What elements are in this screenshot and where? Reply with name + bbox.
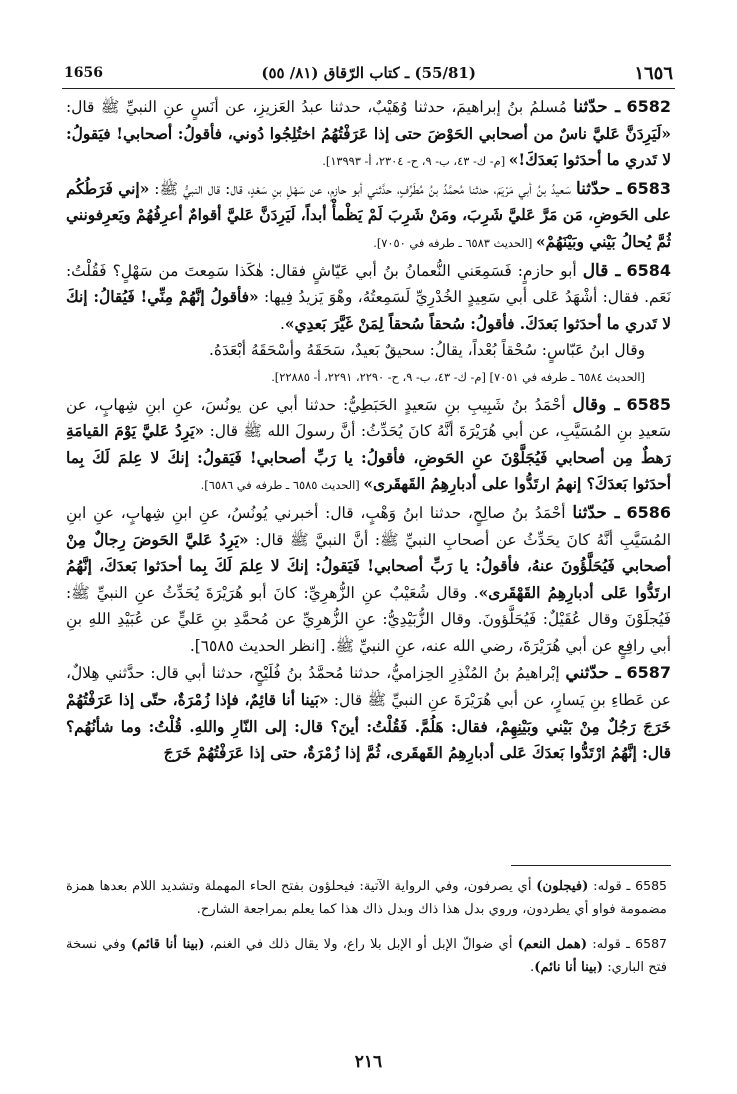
hadith-6582 — [66, 94, 671, 175]
footnote-quote: (بينا أنا نائم) — [534, 959, 603, 975]
page-number: ٢١٦ — [354, 1052, 383, 1072]
header-title: (55/81) ـ كتاب الرّقاق (٨١/ ٥٥) — [261, 64, 476, 82]
footnote-quote: (بينا أنا قائم) — [131, 937, 205, 952]
footnote-label: ـ قوله: — [587, 937, 630, 952]
page-header — [64, 58, 673, 88]
hadith-6587 — [66, 660, 671, 766]
main-text — [66, 94, 671, 842]
footnote-number: 6587 — [635, 936, 667, 951]
hadith-reference: . — [279, 314, 285, 333]
hadith-isnad: أبو حازمٍ: فَسَمِعَني النُّعمانُ بنُ أبي عَيّاشٍ فقال: هٰكَذا سَمِعتَ من سَهْلٍ؟ فَقُلْتُ: نَعَم. فقال: أشْهَدُ عَلى أبي سَعِيدٍ الخُدْرِيِّ لَسَمِعتُهُ، وهْوَ يَزيدُ فِيها: — [66, 261, 671, 307]
footnote-text: أي يصرفون، وفي الرواية الآتية: فيحلؤون بفتح الحاء المهملة وتشديد اللام بعدها همزة مضمومة فواو أي يطردون، وروي بدل هذا ذاك وبدل ذاك هذا كما يعلم بمراجعة الشارح. — [66, 879, 667, 917]
footnote-text: أي ضوالّ الإبل أو الإبل بلا راع، ولا يقال ذلك في الغنم، — [204, 937, 518, 952]
hadith-6584 — [66, 258, 671, 391]
footnote-quote: (همل النعم) — [517, 937, 588, 952]
hadith-reference-line: [الحديث ٦٥٨٤ ـ طرفه في ٧٠٥١] [م- ك- ٤٣، ب- ٩، ح- ٢٢٩٠، ٢٢٩١، أ- ٢٢٨٨٥]. — [271, 369, 645, 384]
hadith-number: 6587 — [626, 663, 671, 683]
hadith-6585 — [66, 392, 671, 499]
hadith-reference: [م- ك- ٤٣، ب- ٩، ح- ٢٣٠٤، أ- ١٣٩٩٣]. — [322, 154, 509, 169]
hadith-number: 6585 — [626, 394, 671, 414]
hadith-isnad: مُسلمُ بنُ إبراهيمَ، حدثنا وُهَيْبٌ، حدثنا عبدُ العَزيزِ، عن أنَسٍ عنِ النبيِّ ﷺ قال: — [66, 98, 574, 116]
hadith-isnad: أحْمَدُ بنُ صالِحٍ، حدثنا ابنُ وَهْبٍ، قال: أخبرني يُونُسُ، عنِ ابنِ شِهابٍ، عنِ ابنِ المُسَيَّبِ أنَّهُ كانَ يحَدِّثُ عن أصحابِ النبيِّ ﷺ: أنَّ النبيَّ ﷺ قال: — [66, 503, 671, 549]
header-rule — [62, 88, 675, 89]
hadith-isnad: سَعيدُ بنُ أبي مَرْيَمَ، حدثنا مُحمَّدُ بنُ مُطَرِّفٍ، حدَّثني أبو حازمٍ، عن سَهْلِ بنِ سَعْدٍ، قال: قال النبيُّ ﷺ: — [149, 179, 576, 198]
header-page-number-latin: 1656 — [64, 65, 103, 81]
hadith-number: 6586 — [626, 502, 671, 522]
footnote-label: ـ قوله: — [588, 879, 631, 894]
hadith-number: 6583 — [626, 178, 671, 198]
hadith-isnad: إبْراهيمُ بنُ المُنْذِرِ الحِزاميُّ، حدثنا مُحمَّدُ بنُ فُلَيْحٍ، حدثنا أبي قال: حدَّثني هِلالٌ، عن عَطاءِ بنِ يَسارٍ، عن أبي هُرَيْرَةَ عنِ النبيِّ ﷺ قال: — [66, 664, 671, 710]
hadith-lead: ـ حدّثنا — [572, 502, 620, 523]
hadith-matn: «بَينا أنا قائِمٌ، فإذا زُمْرَةٌ، حتّى إذا عَرَفْتُهُمْ خَرَجَ رَجُلٌ مِنْ بَيْني وبَيْنِهِمْ، فقال: هَلُمَّ. فَقُلْتُ: أينَ؟ قال: إلى النّارِ واللهِ. قُلْتُ: وما شأنُهُم؟ قال: إنَّهُمُ ارْتَدُّوا بَعدَكَ عَلى أدبارِهِمُ القَهقَرى، ثُمَّ إذا زُمْرَةٌ، حتى إذا عَرَفْتُهُمْ خَرَجَ — [66, 691, 671, 763]
footnote-rule — [511, 865, 671, 866]
header-page-number-arabic: ١٦٥٦ — [634, 62, 673, 84]
hadith-lead: ـ وقال — [572, 394, 620, 415]
footnote-6585 — [66, 875, 667, 921]
hadith-matn: «يَرِدُ عَليَّ يَوْمَ القيامَةِ رَهطٌ مِن أصحابي فَيُجَلَّوْنَ عنِ الحَوضِ، فأقولُ: يا رَبِّ أصحابي! فَيَقولُ: إنكَ لا عِلمَ لَكَ بِما أحدَثوا بَعدَكَ؟ إنهمُ ارتَدُّوا على أدبارِهِمُ القَهقَرى» — [66, 422, 671, 494]
hadith-lead: ـ حدّثني — [565, 663, 621, 684]
hadith-matn: «لَيَرِدَنَّ عَليَّ ناسٌ من أصحابي الحَوْضَ حتى إذا عَرَفْتُهُمُ اختُلِجُوا دُوني، فأقولُ: أصحابي! فيَقولُ: لا تَدري ما أحدَثوا بَعدَكَ!» — [66, 124, 671, 170]
footnote-number: 6585 — [635, 878, 667, 893]
hadith-matn: «إني فَرَطُكُم على الحَوضِ، مَن مَرَّ عَليَّ شَرِبَ، ومَنْ شَرِبَ لَمْ يَظْمأْ أبداً، لَيَرِدَنَّ عَليَّ أقوامٌ أعرِفُهُمْ ويَعرِفونني ثُمَّ يُحالُ بَيْني وبَيْنَهُمْ» — [66, 179, 671, 251]
hadith-lead: ـ قال — [582, 260, 621, 281]
hadith-reference: . وقال شُعَيْبٌ عنِ الزُّهرِيِّ: كانَ أبو هُرَيْرَةَ يُحَدِّثُ عنِ النبيِّ ﷺ: فَيُجلَوْنَ وقال عُقَيْلٌ: فَيُحَلَّؤونَ. وقال الزُّبَيْدِيُّ: عنِ الزُّهرِيِّ عن مُحمَّدِ بنِ عَليٍّ عن عُبَيْدِ اللهِ بنِ أبي رافِعٍ عن أبي هُرَيْرَةَ، رضي الله عنه، عنِ النبيِّ ﷺ. [انظر الحديث ٦٥٨٥]. — [66, 583, 671, 655]
hadith-lead: ـ حدّثنا — [575, 178, 622, 199]
hadith-isnad: أحْمَدُ بنُ شَبِيبِ بنِ سَعيدٍ الحَبَطِيُّ: حدثنا أبي عن يونُسَ، عنِ ابنِ شِهابٍ، عن سَعيدِ بنِ المُسَيَّبِ، عن أبي هُرَيْرَةَ أنَّهُ كانَ يُحَدِّثُ: أنَّ رسولَ الله ﷺ قال: — [66, 395, 671, 441]
footnote-text: وفي نسخة فتح الباري: — [66, 937, 667, 975]
footnote-text: . — [530, 959, 535, 975]
footnote-6587 — [66, 933, 667, 979]
hadith-lead: ـ حدّثنا — [573, 97, 621, 117]
footnotes — [66, 875, 667, 991]
hadith-6583 — [66, 176, 671, 257]
hadith-matn: «يَرِدُ عَليَّ الحَوضَ رِجالٌ مِنْ أصحابي فَيُحَلَّؤُونَ عنهُ، فأقولُ: يا رَبِّ أصحابي! فَيَقولُ: إنكَ لا عِلمَ لَكَ بِما أحدَثوا بَعدَكَ، إنَّهُمُ ارتَدُّوا عَلى أدبارِهِمُ القَهْقَرى» — [66, 530, 671, 602]
hadith-matn: «فأقولُ إنَّهُمْ مِنِّي! فَيُقالُ: إنكَ لا تَدري ما أحدَثوا بَعدَكَ. فأقولُ: سُحقاً سُحقاً لِمَنْ غَيَّرَ بَعدِي» — [66, 288, 671, 333]
hadith-number: 6584 — [626, 260, 671, 280]
hadith-reference: [الحديث ٦٥٨٥ ـ طرفه في ٦٥٨٦]. — [200, 478, 364, 493]
hadith-commentary: وقال ابنُ عَبّاسٍ: سُحْقاً بُعْداً، يقالُ: سحيقٌ بَعيدٌ، سَحَقَهُ وأسْحَقَهُ أبْعَدَهُ. — [209, 341, 645, 360]
footnote-quote: (فيجلون) — [536, 879, 589, 894]
hadith-number: 6582 — [626, 97, 671, 116]
hadith-6586 — [66, 500, 671, 660]
hadith-reference: [الحديث ٦٥٨٣ ـ طرفه في ٧٠٥٠]. — [373, 235, 536, 250]
